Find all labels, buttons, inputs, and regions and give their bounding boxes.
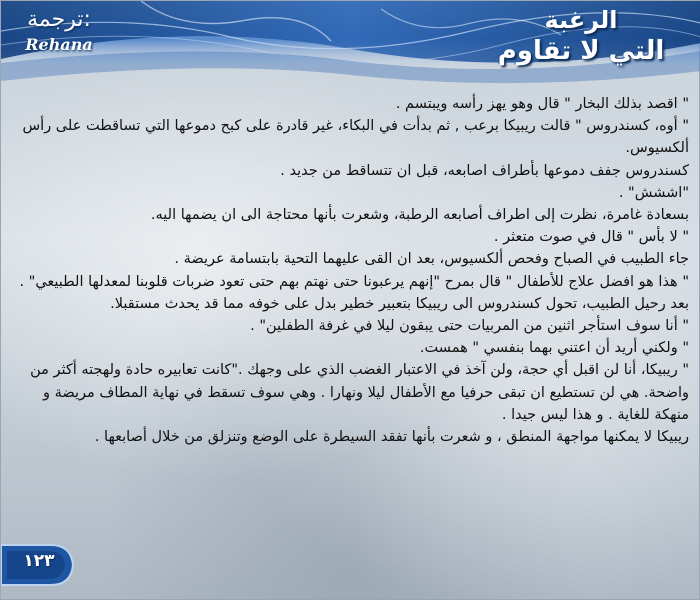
paragraph: جاء الطبيب في الصباح وفحص ألكسيوس، بعد ان القى عليهما التحية بابتسامة عريضة . [174, 251, 689, 268]
paragraph: بسعادة غامرة، نظرت إلى اطراف أصابعه الرطبة، وشعرت بأنها محتاجة الى ان يضمها اليه. [150, 207, 689, 224]
paragraph: " لا بأس " قال في صوت متعثر . [493, 229, 689, 246]
story-text [15, 93, 689, 448]
title-line-1: الرغبة [544, 6, 618, 34]
translator-name: Rehana [25, 35, 93, 54]
paragraph: " أوه، كسندروس " قالت ريبيكا برعب , ثم بدأت في البكاء، غير قادرة على كبح دموعها التي تساقطت على رأس ألكسيوس. [22, 118, 689, 157]
translator-label: ترجمة: [27, 7, 91, 32]
header-banner [1, 1, 700, 85]
paragraph: " ولكني أريد أن اعتني بهما بنفسي " همست. [419, 340, 689, 357]
page-number-badge [1, 539, 77, 591]
page-number: ١٢٣ [23, 551, 55, 571]
title-line-2: التي لا تقاوم [497, 36, 665, 66]
paragraph: بعد رحيل الطبيب، تحول كسندروس الى ريبيكا بتعبير خطير بدل على خوفه مما قد يحدث مستقبلا. [110, 295, 689, 312]
paragraph: "اششش" . [618, 184, 689, 201]
chapter-title [471, 5, 691, 67]
translator-credit [9, 7, 109, 54]
paragraph: " هذا هو افضل علاج للأطفال " قال بمرح "إنهم يرعبونا حتى نهتم بهم حتى تعود ضربات قلوبنا لمعدلها الطبيعي" . [19, 273, 689, 290]
paragraph: كسندروس جفف دموعها بأطراف اصابعه، قبل ان تتساقط من جديد . [280, 162, 689, 179]
paragraph: " اقصد بذلك البخار " قال وهو يهز رأسه ويبتسم . [395, 96, 689, 112]
paragraph: " ريبيكا، أنا لن اقبل أي حجة، ولن آخذ في الاعتبار الغضب الذي على وجهك ."كانت تعابيره حادة ولهجته أكثر من واضحة. هي لن تستطيع ان تبقى حرفيا مع الأطفال ليلا ونهارا . وهي سوف تسقط في نهاية المطاف مريضة و منهكة للغاية . و هذا ليس جيدا . [30, 362, 689, 423]
paragraph: ريبيكا لا يمكنها مواجهة المنطق ، و شعرت بأنها تفقد السيطرة على الوضع وتنزلق من خلال أصابعها . [94, 429, 689, 446]
paragraph: " أنا سوف استأجر اثنين من المربيات حتى يبقون ليلا في غرفة الطفلين" . [250, 318, 689, 335]
